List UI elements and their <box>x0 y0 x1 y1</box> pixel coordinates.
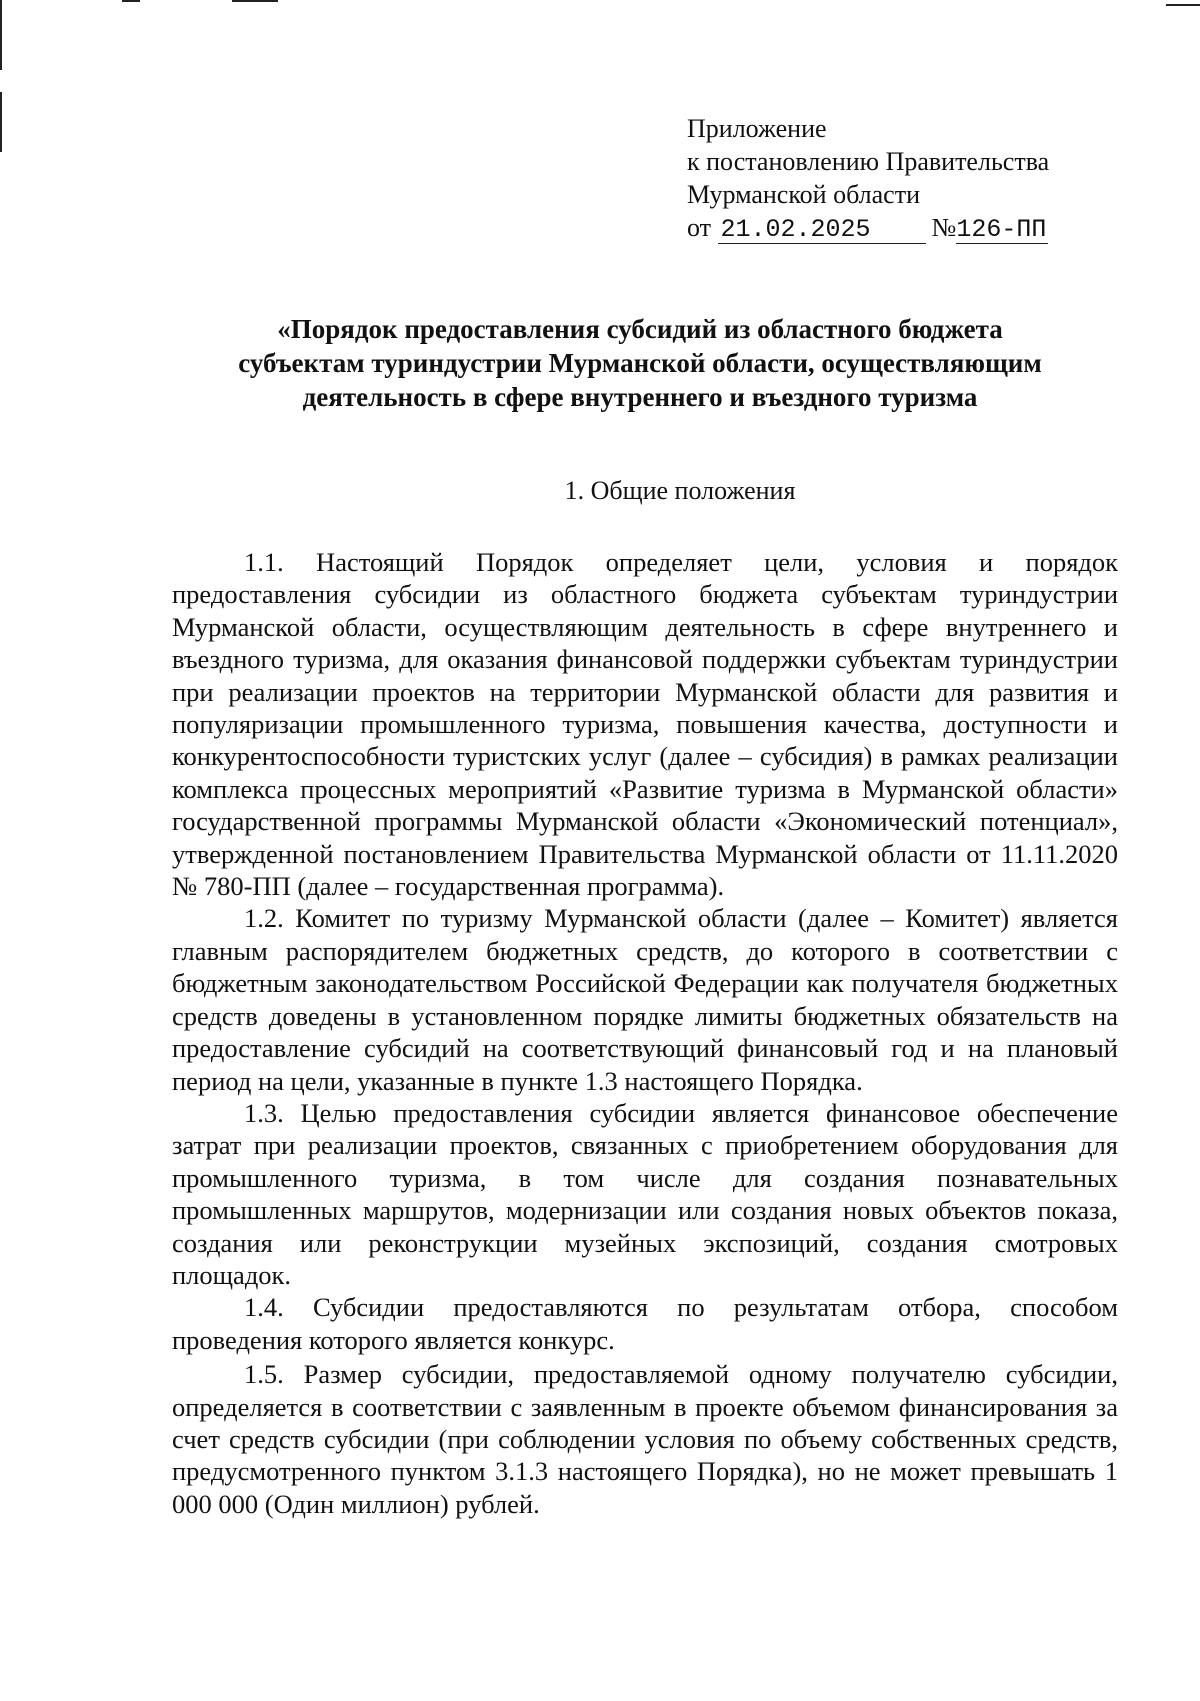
scan-mark-top-1 <box>122 0 140 2</box>
title-line-2: субъектам туриндустрии Мурманской области, осуществляющим <box>238 348 1042 378</box>
scan-mark-top-right <box>1166 4 1200 6</box>
decree-number: 126-ПП <box>956 215 1047 244</box>
paragraph-1-3: 1.3. Целью предоставления субсидии является финансовое обеспечение затрат при реализации проектов, связанных с приобретением оборудования для промышленного туризма, в том числе для создания познавательных промышленных маршрутов, модернизации или создания новых объектов показа, создания или реконструкции музейных экспозиций, создания смотровых площадок. <box>172 1097 1118 1290</box>
approval-header <box>687 112 1049 244</box>
header-line-1: Приложение <box>687 114 827 143</box>
header-line-3: Мурманской области <box>687 180 920 209</box>
header-line-2: к постановлению Правительства <box>687 147 1050 176</box>
document-title <box>170 312 1110 414</box>
date-prefix: от <box>687 213 712 242</box>
paragraph-1-2: 1.2. Комитет по туризму Мурманской области (далее – Комитет) является главным распорядителем бюджетных средств, до которого в соответствии с бюджетным законодательством Российской Федерации как получателя бюджетных средств доведены в установленном порядке лимиты бюджетных обязательств на предоставление субсидий на соответствующий финансовый год и на плановый период на цели, указанные в пункте 1.3 настоящего Порядка. <box>172 903 1118 1096</box>
paragraph-1-5: 1.5. Размер субсидии, предоставляемой одному получателю субсидии, определяется в соответствии с заявленным в проекте объемом финансирования за счет средств субсидии (при соблюдении условия по объему собственных средств, предусмотренного пунктом 3.1.3 настоящего Порядка), но не может превышать 1 000 000 (Один миллион) рублей. <box>172 1359 1118 1519</box>
decree-date: 21.02.2025 <box>718 217 926 244</box>
paragraph-1-4: 1.4. Субсидии предоставляются по результатам отбора, способом проведения которого является конкурс. <box>172 1292 1118 1355</box>
header-date-line <box>687 211 1049 244</box>
scan-mark-top-2 <box>232 0 278 2</box>
scan-mark-left-1 <box>0 0 2 70</box>
title-line-3: деятельность в сфере внутреннего и въездного туризма <box>302 382 978 412</box>
number-sign: № <box>931 213 957 242</box>
scan-mark-left-2 <box>0 92 2 152</box>
paragraph-1-1: 1.1. Настоящий Порядок определяет цели, условия и порядок предоставления субсидии из областного бюджета субъектам туриндустрии Мурманской области, осуществляющим деятельность в сфере внутреннего и въездного туризма, для оказания финансовой поддержки субъектам туриндустрии при реализации проектов на территории Мурманской области для развития и популяризации промышленного туризма, повышения качества, доступности и конкурентоспособности туристских услуг (далее – субсидия) в рамках реализации комплекса процессных мероприятий «Развитие туризма в Мурманской области» государственной программы Мурманской области «Экономический потенциал», утвержденной постановлением Правительства Мурманской области от 11.11.2020 № 780-ПП (далее – государственная программа). <box>172 547 1118 902</box>
section-body <box>172 546 1118 1520</box>
section-heading: 1. Общие положения <box>564 476 796 505</box>
title-line-1: «Порядок предоставления субсидий из областного бюджета <box>277 314 1003 344</box>
